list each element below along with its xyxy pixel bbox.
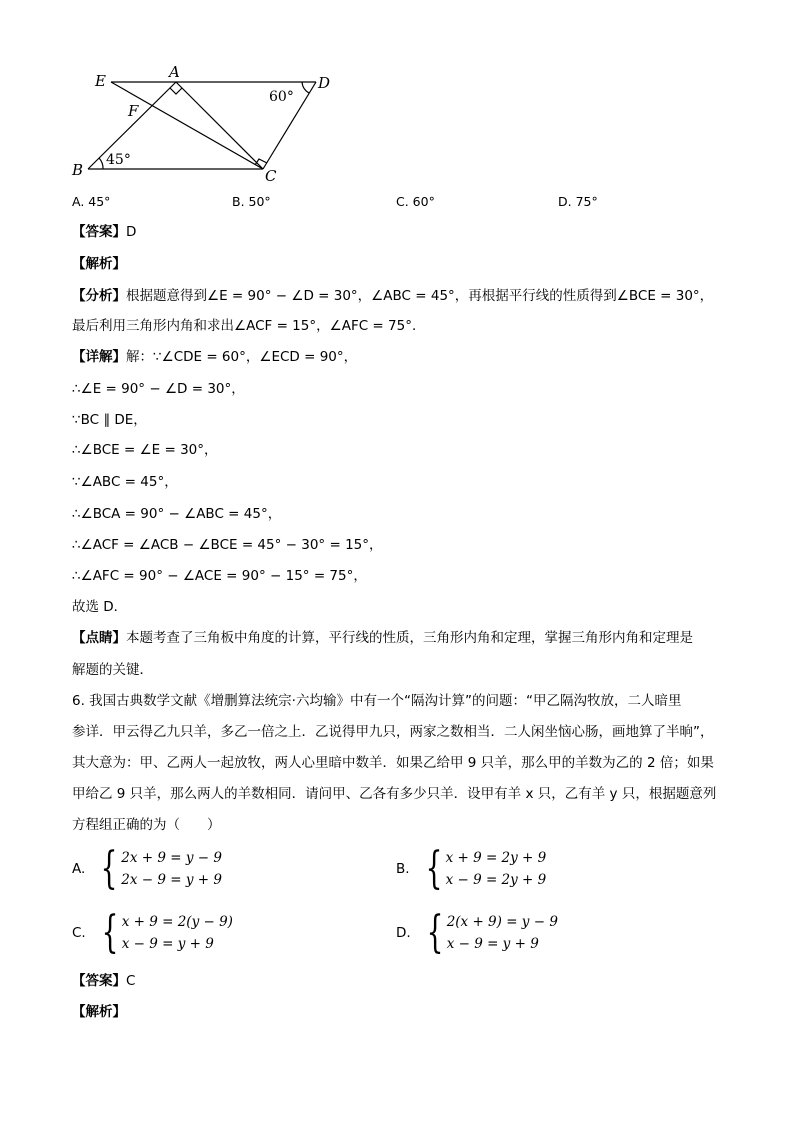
equation-2: x − 9 = y + 9 (446, 936, 539, 952)
option-label: D. (396, 925, 411, 941)
q5-detail-line-1: ∴∠E = 90° − ∠D = 30°， (72, 381, 245, 397)
q5-detail-line-0 (72, 347, 357, 367)
q6-option-b (396, 843, 547, 894)
detail-tag: 【详解】 (72, 349, 126, 365)
angle-arc-D (302, 82, 309, 93)
fenxi-tag: 【分析】 (72, 288, 126, 304)
q5-detail-line-4: ∵∠ABC = 45°， (72, 474, 178, 490)
q5-fenxi-line-1 (72, 286, 713, 306)
answer-tag: 【答案】 (72, 224, 126, 240)
q6-analysis-title: 【解析】 (72, 1004, 126, 1020)
option-label: C. (72, 925, 86, 941)
q6-stem-line-3: 其大意为：甲、乙两人一起放牧，两人心里暗中数羊．如果乙给甲 9 只羊，那么甲的羊数为乙的 2 倍；如果 (72, 755, 714, 771)
q5-analysis-title: 【解析】 (72, 256, 126, 272)
option-label: B. (396, 861, 410, 877)
q5-fenxi-line-2: 最后利用三角形内角和求出∠ACF = 15°，∠AFC = 75°． (72, 318, 426, 334)
brace-icon: { (425, 843, 442, 894)
q6-option-c (72, 907, 233, 958)
equation-1: 2x + 9 = y − 9 (121, 850, 222, 866)
fenxi-text-1: 根据题意得到∠E = 90° − ∠D = 30°，∠ABC = 45°，再根据平行线的性质得到∠BCE = 30°， (126, 288, 714, 304)
q5-detail-line-2: ∵BC ∥ DE， (72, 412, 147, 428)
point-label-A: A (169, 63, 180, 81)
detail-text-0: 解：∵∠CDE = 60°，∠ECD = 90°， (126, 349, 358, 365)
segment-BA (88, 82, 176, 169)
q6-stem-line-5: 方程组正确的为（ ） (72, 817, 221, 833)
brace-icon: { (426, 907, 444, 958)
point-label-C: C (265, 167, 277, 185)
q5-detail-line-5: ∴∠BCA = 90° − ∠ABC = 45°， (72, 506, 282, 522)
q6-option-a (72, 843, 222, 894)
q5-detail-line-7: ∴∠AFC = 90° − ∠ACE = 90° − 15° = 75°， (72, 568, 367, 584)
option-label: A. (72, 861, 86, 877)
q5-answer-line (72, 222, 136, 242)
q5-comment-line-1 (72, 628, 693, 648)
q5-detail-line-6: ∴∠ACF = ∠ACB − ∠BCE = 45° − 30° = 15°， (72, 537, 383, 553)
comment-tag: 【点睛】 (72, 630, 126, 646)
angle-arc-B (99, 158, 103, 169)
brace-icon: { (101, 907, 119, 958)
answer-value: D (126, 224, 137, 240)
geometry-figure (66, 60, 346, 185)
q6-stem-line-4: 甲给乙 9 只羊，那么两人的羊数相同．请问甲、乙各有多少只羊．设甲有羊 x 只，乙有羊 y 只，根据题意列 (72, 786, 717, 802)
equation-2: 2x − 9 = y + 9 (121, 872, 222, 888)
q5-option-d: D. 75° (558, 194, 598, 209)
answer-tag: 【答案】 (72, 973, 126, 989)
equation-1: x + 9 = 2y + 9 (445, 850, 547, 866)
equation-2: x − 9 = y + 9 (121, 936, 214, 952)
point-label-F: F (128, 102, 139, 120)
point-label-D: D (318, 74, 331, 92)
q6-stem-line-1: 6. 我国古典数学文献《增删算法统宗·六均输》中有一个“隔沟计算”的问题：“甲乙隔沟牧放，二人暗里 (72, 693, 682, 709)
equation-1: x + 9 = 2(y − 9) (121, 914, 233, 930)
right-angle-mark-C (255, 159, 267, 165)
equation-1: 2(x + 9) = y − 9 (446, 914, 558, 930)
point-label-B: B (72, 161, 84, 179)
q5-detail-line-3: ∴∠BCE = ∠E = 30°， (72, 442, 218, 458)
segment-AC (176, 82, 263, 169)
point-label-E: E (95, 72, 106, 90)
q6-stem-line-2: 参详．甲云得乙九只羊，多乙一倍之上．乙说得甲九只，两家之数相当．二人闲坐恼心肠，画地算了半晌”， (72, 724, 714, 740)
q6-answer-line (72, 971, 135, 991)
right-angle-mark-A (170, 88, 182, 94)
comment-text-1: 本题考查了三角板中角度的计算，平行线的性质，三角形内角和定理，掌握三角形内角和定理是 (126, 630, 693, 646)
angle-label-B: 45° (106, 152, 131, 168)
angle-label-D: 60° (269, 89, 294, 105)
answer-value: C (126, 973, 136, 989)
q5-detail-line-8: 故选 D． (72, 599, 128, 615)
q5-option-c: C. 60° (396, 194, 435, 209)
q5-option-b: B. 50° (232, 194, 271, 209)
q5-option-a: A. 45° (72, 194, 111, 209)
segment-EC (111, 82, 263, 169)
brace-icon: { (100, 843, 118, 894)
equation-2: x − 9 = 2y + 9 (445, 872, 547, 888)
q6-option-d (396, 907, 558, 958)
q5-comment-line-2: 解题的关键． (72, 662, 153, 678)
